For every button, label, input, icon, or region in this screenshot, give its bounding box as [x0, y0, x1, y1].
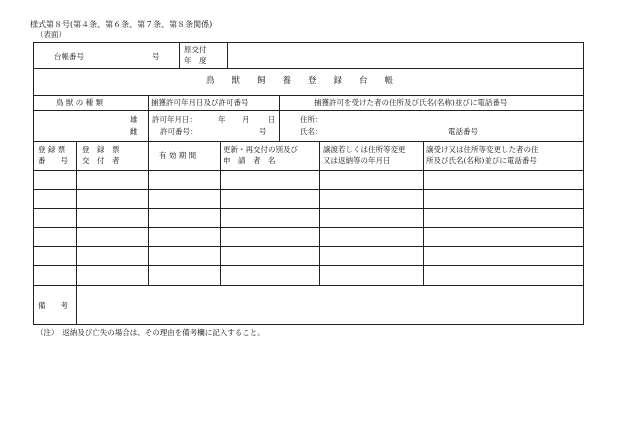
male-label: 雄: [130, 115, 138, 124]
front-side-label: （表面）: [36, 30, 66, 39]
phone-label: 電話番号: [448, 127, 478, 136]
transfer-date-header-line1: 譲渡若しくは住所等変更: [323, 145, 406, 154]
recipient-header-line1: 譲受け又は住所等変更した者の住: [426, 145, 539, 154]
permit-number-unit: 号: [259, 127, 267, 136]
ledger-number-label: 台帳番号: [54, 52, 84, 61]
reg-card-number-header-line1: 登 録 票: [38, 145, 66, 154]
renewal-applicant-header-line2: 申 請 者 名: [223, 156, 276, 165]
permit-holder-header: 捕獲許可を受けた者の住所及び氏名(名称)並びに電話番号: [314, 98, 508, 107]
year-label: 年: [218, 115, 226, 124]
reg-card-issuer-header-line1: 登 録 票: [82, 145, 120, 154]
transfer-date-header-line2: 又は返納等の年月日: [323, 156, 391, 165]
address-label: 住所：: [300, 115, 323, 124]
footnote: （注） 返納及び亡失の場合は、その理由を備考欄に記入すること。: [36, 328, 265, 337]
day-label: 日: [268, 115, 276, 124]
registration-ledger-form: [33, 42, 584, 325]
original-issue-year-label-line2: 年 度: [184, 56, 207, 65]
validity-period-header: 有 効 期 間: [159, 151, 197, 160]
remarks-label: 備 考: [38, 301, 68, 310]
original-issue-year-label-line1: 原交付: [184, 45, 207, 54]
ledger-number-unit: 号: [152, 52, 160, 61]
renewal-applicant-header-line1: 更新・再交付の別及び: [223, 145, 298, 154]
reg-card-number-header-line2: 番 号: [38, 156, 68, 165]
reg-card-issuer-header-line2: 交 付 者: [82, 156, 120, 165]
species-header: 鳥 獣 の 種 類: [56, 98, 104, 107]
permit-date-label: 許可年月日：: [152, 115, 197, 124]
female-label: 雌: [130, 127, 138, 136]
name-label: 氏名：: [300, 127, 323, 136]
permit-date-header: 捕獲許可年月日及び許可番号: [151, 98, 249, 107]
ledger-title: 鳥 獣 飼 養 登 録 台 帳: [206, 76, 394, 86]
form-number-heading: 様式第８号(第４条、第６条、第７条、第８条関係): [30, 20, 213, 29]
permit-number-label: 許可番号：: [160, 127, 198, 136]
month-label: 月: [242, 115, 250, 124]
recipient-header-line2: 所及び氏名(名称)並びに電話番号: [426, 156, 537, 165]
